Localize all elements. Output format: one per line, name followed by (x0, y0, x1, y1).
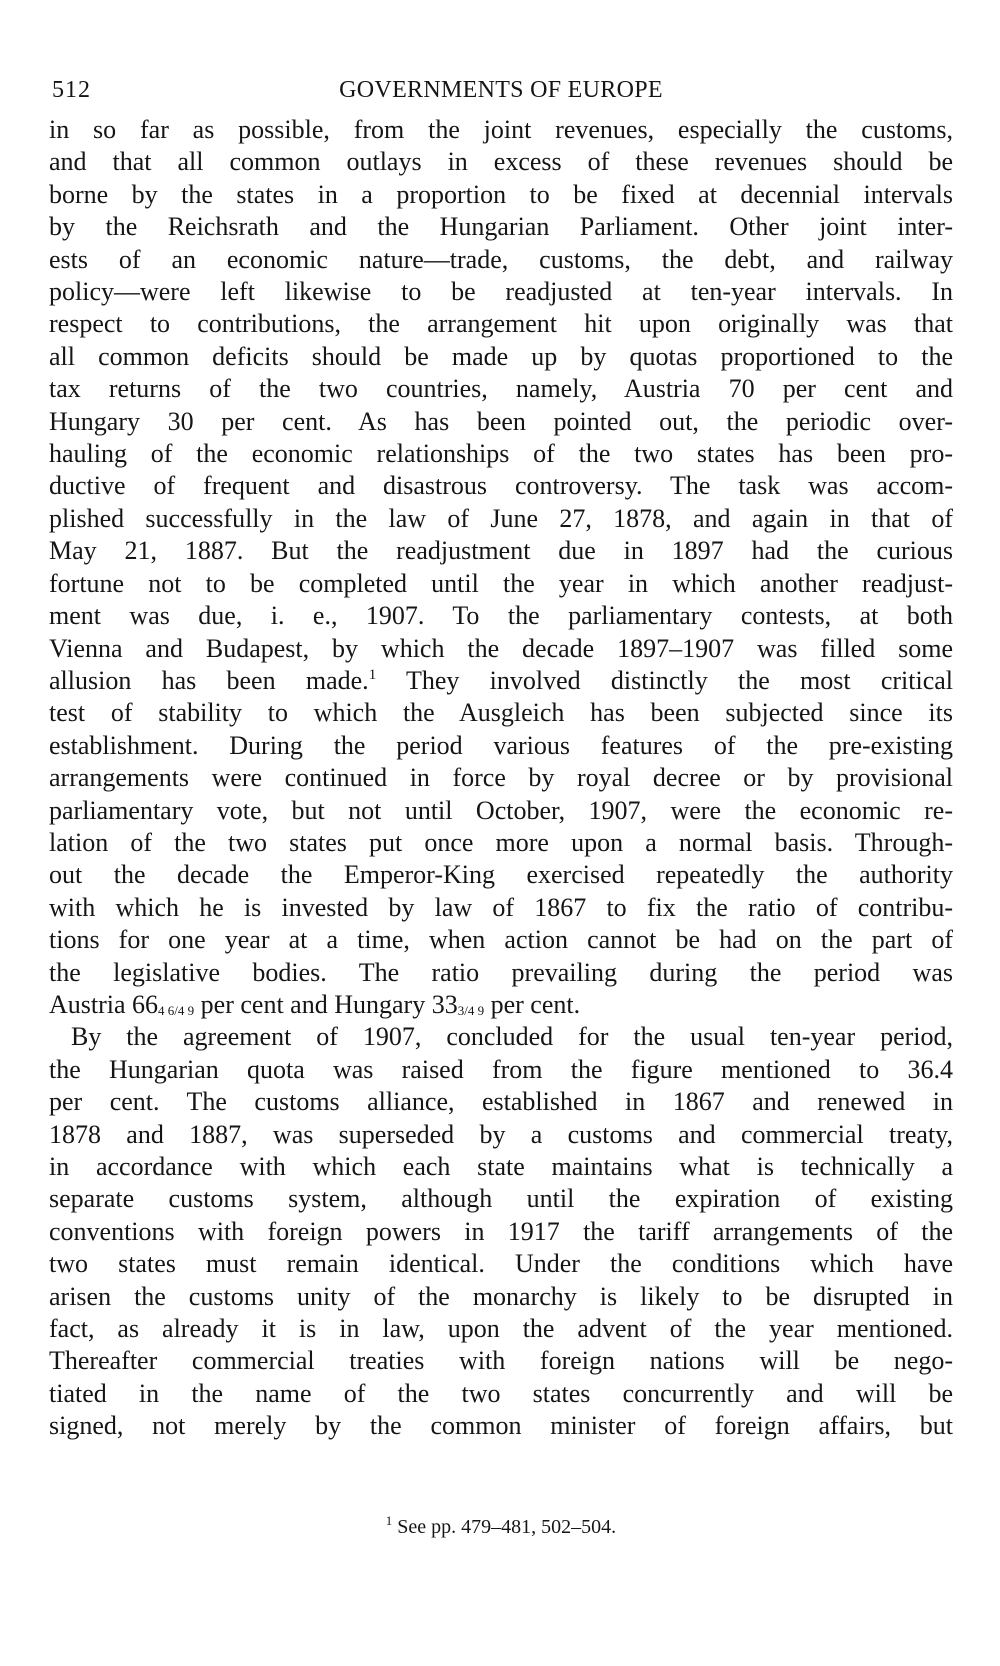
text-line: ment was due, i. e., 1907. To the parliamentary contests, at both (49, 601, 953, 631)
fraction: 4 6/4 9 (158, 1002, 195, 1018)
text-line: ests of an economic nature—trade, customs, the debt, and railway (49, 244, 953, 274)
text-line: Hungary 30 per cent. As has been pointed out, the periodic over- (49, 406, 953, 436)
text-line: in so far as possible, from the joint revenues, especially the customs, (49, 115, 953, 144)
paragraph-1 (49, 114, 953, 1021)
text-line: tiated in the name of the two states concurrently and will be (49, 1378, 953, 1408)
text-line: per cent. The customs alliance, established in 1867 and renewed in (49, 1087, 953, 1117)
text-line: and that all common outlays in excess of these revenues should be (49, 147, 953, 177)
fraction: 3/4 9 (457, 1002, 485, 1018)
text-line: fortune not to be completed until the year in which another readjust- (49, 568, 953, 598)
text-line: establishment. During the period various features of the pre-existing (49, 730, 953, 760)
footnote-reference[interactable]: 1 (368, 666, 377, 683)
text-line: test of stability to which the Ausgleich has been subjected since its (49, 698, 953, 728)
text-line: Thereafter commercial treaties with foreign nations will be nego- (49, 1346, 953, 1376)
footnote-text: See pp. 479–481, 502–504. (392, 1516, 617, 1538)
text-line: parliamentary vote, but not until October, 1907, were the economic re- (49, 795, 953, 825)
running-head (49, 66, 953, 114)
footnote (49, 1512, 953, 1542)
text-line: conventions with foreign powers in 1917 the tariff arrangements of the (49, 1216, 953, 1246)
text-line: out the decade the Emperor-King exercised repeatedly the authority (49, 860, 953, 890)
text-line: arisen the customs unity of the monarchy is likely to be disrupted in (49, 1281, 953, 1311)
text-line: tions for one year at a time, when action cannot be had on the part of (49, 925, 953, 955)
text-line: By the agreement of 1907, concluded for the usual ten-year period, (71, 1022, 953, 1052)
text-line: all common deficits should be made up by quotas proportioned to the (49, 341, 953, 371)
text-line: separate customs system, although until the expiration of existing (49, 1184, 953, 1214)
text-line: tax returns of the two countries, namely, Austria 70 per cent and (49, 374, 953, 404)
text-line-with-footnote-ref (49, 665, 953, 697)
line-text: per cent and Hungary 33 (194, 989, 458, 1019)
text-line: respect to contributions, the arrangement hit upon originally was that (49, 309, 953, 339)
text-line: with which he is invested by law of 1867 to fix the ratio of contribu- (49, 892, 953, 922)
text-line: two states must remain identical. Under the conditions which have (49, 1249, 953, 1279)
text-line: plished successfully in the law of June 27, 1878, and again in that of (49, 503, 953, 533)
line-text: allusion has been made. (49, 665, 369, 695)
text-line: ductive of frequent and disastrous controversy. The task was accom- (49, 471, 953, 501)
line-text: per cent. (484, 989, 581, 1019)
text-line: May 21, 1887. But the readjustment due in 1897 had the curious (49, 536, 953, 566)
footnote-mark: 1 (385, 1513, 393, 1528)
text-line: the Hungarian quota was raised from the figure mentioned to 36.4 (49, 1054, 953, 1084)
text-line: fact, as already it is in law, upon the advent of the year mentioned. (49, 1314, 953, 1344)
line-text-continued: They involved distinctly the most critical (376, 665, 954, 695)
text-line: in accordance with which each state maintains what is technically a (49, 1152, 953, 1181)
text-line: arrangements were continued in force by royal decree or by provisional (49, 763, 953, 793)
page-number: 512 (52, 77, 91, 103)
text-line: the legislative bodies. The ratio prevailing during the period was (49, 957, 953, 987)
text-line: 1878 and 1887, was superseded by a customs and commercial treaty, (49, 1119, 953, 1149)
body-text (49, 114, 953, 1443)
text-line: lation of the two states put once more upon a normal basis. Through- (49, 827, 953, 857)
book-page (49, 66, 954, 1538)
line-text: Austria 66 (49, 989, 159, 1019)
text-line: hauling of the economic relationships of the two states has been pro- (49, 439, 953, 469)
text-line: policy—were left likewise to be readjusted at ten-year intervals. In (49, 277, 953, 307)
text-line: by the Reichsrath and the Hungarian Parliament. Other joint inter- (49, 212, 953, 242)
running-title: GOVERNMENTS OF EUROPE (339, 77, 663, 103)
text-line-with-fractions (49, 989, 953, 1021)
text-line: borne by the states in a proportion to be fixed at decennial intervals (49, 179, 953, 209)
text-line: signed, not merely by the common minister of foreign affairs, but (49, 1411, 953, 1441)
text-line: Vienna and Budapest, by which the decade 1897–1907 was filled some (49, 633, 953, 663)
paragraph-2 (49, 1021, 953, 1442)
